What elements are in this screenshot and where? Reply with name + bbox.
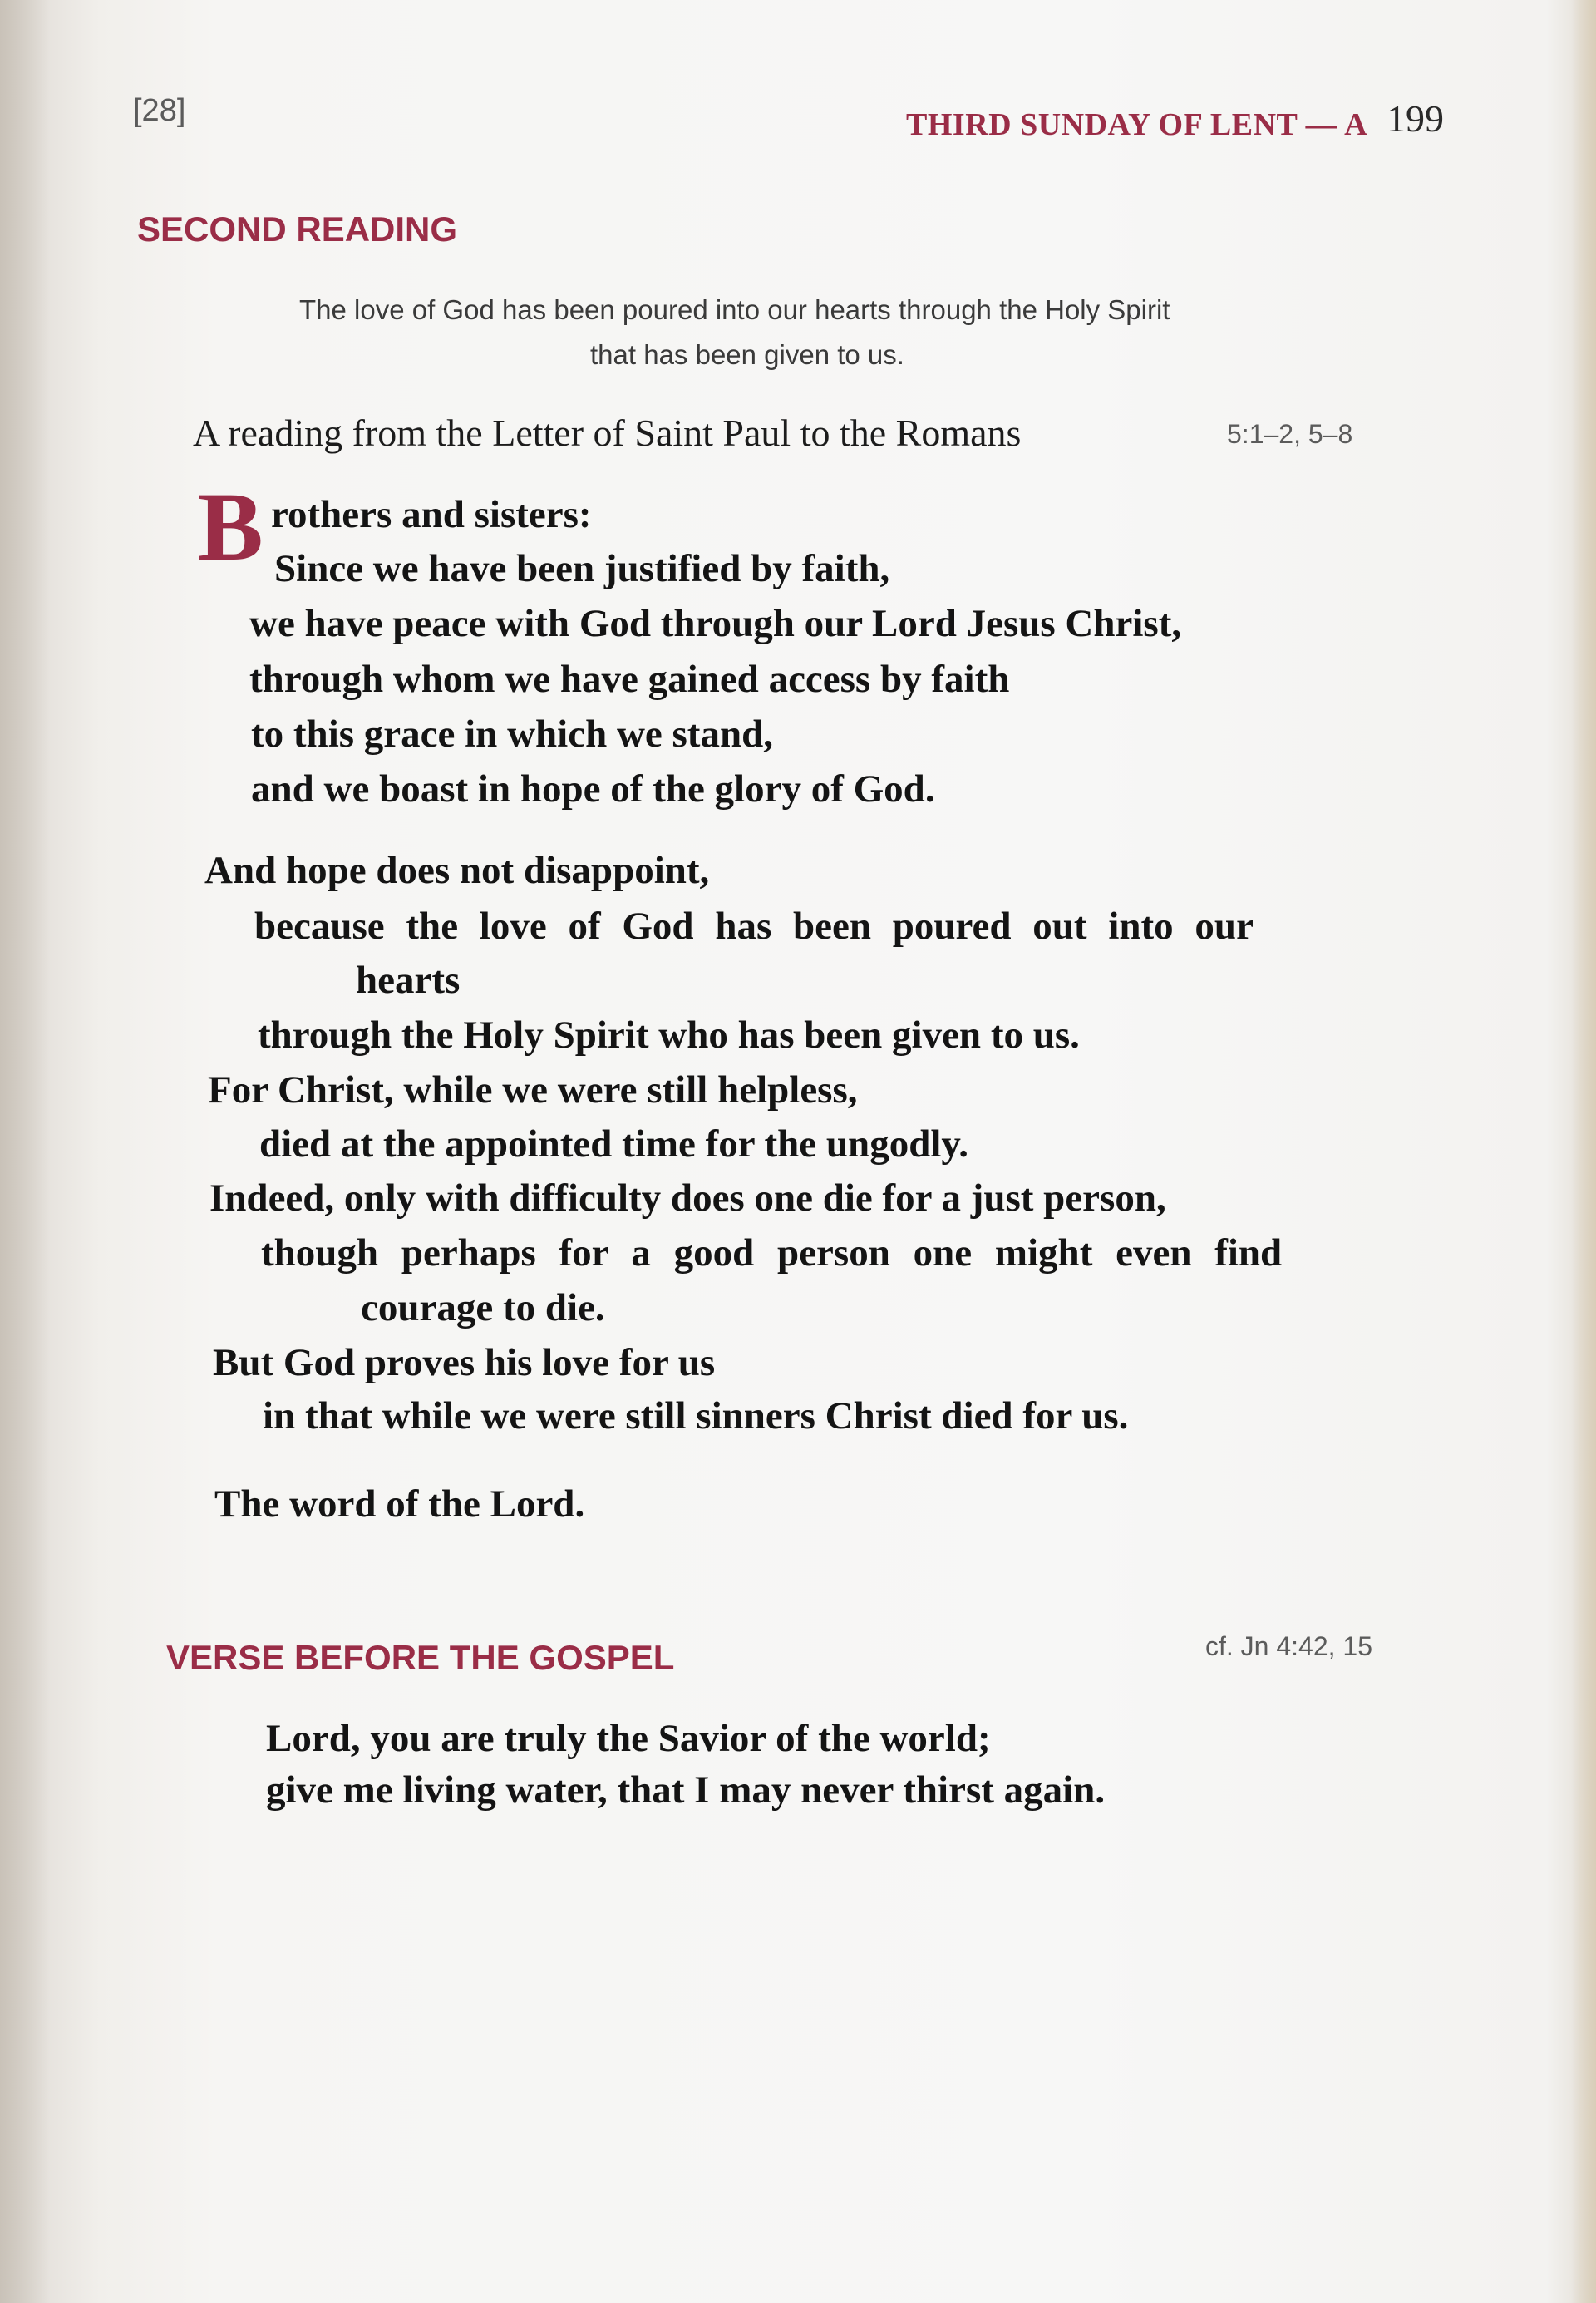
reading-summary-line-1: The love of God has been poured into our hearts through the Holy Spirit [299,294,1170,325]
reading-citation: 5:1–2, 5–8 [1227,419,1353,449]
page-number: 199 [1387,97,1444,140]
reading-line: and we boast in hope of the glory of God. [251,767,935,811]
reading-line: rothers and sisters: [271,493,592,536]
reading-line: died at the appointed time for the ungodly. [259,1122,969,1166]
second-reading-heading: SECOND READING [137,210,458,249]
reading-line: courage to die. [361,1286,605,1329]
verse-line: give me living water, that I may never thirst again. [266,1768,1106,1812]
reading-line: The word of the Lord. [214,1482,585,1526]
reading-line: through the Holy Spirit who has been given to us. [258,1013,1080,1057]
reading-line: to this grace in which we stand, [251,713,773,756]
reading-line: we have peace with God through our Lord Jesus Christ, [249,602,1182,645]
verse-line: Lord, you are truly the Savior of the world; [266,1717,991,1760]
reading-line: Indeed, only with difficulty does one die for a just person, [209,1176,1166,1220]
reading-line: hearts [356,959,461,1002]
verse-before-gospel-heading: VERSE BEFORE THE GOSPEL [166,1638,675,1677]
reading-line: And hope does not disappoint, [204,849,710,892]
reading-line: Since we have been justified by faith, [274,547,890,590]
reading-line: For Christ, while we were still helpless, [208,1068,858,1112]
reading-line: through whom we have gained access by faith [249,658,1010,701]
reading-summary-line-2: that has been given to us. [590,339,904,370]
reading-intro: A reading from the Letter of Saint Paul to the Romans [193,412,1022,454]
reading-line: though perhaps for a good person one might even find [261,1231,1283,1275]
drop-cap: B [198,472,264,581]
reading-line: But God proves his love for us [213,1341,716,1384]
reading-line: in that while we were still sinners Christ died for us. [263,1394,1129,1438]
reading-line: because the love of God has been poured out into our [254,905,1254,948]
running-head: THIRD SUNDAY OF LENT — A [906,107,1368,142]
page-reference: [28] [133,93,186,128]
verse-citation: cf. Jn 4:42, 15 [1205,1631,1373,1661]
